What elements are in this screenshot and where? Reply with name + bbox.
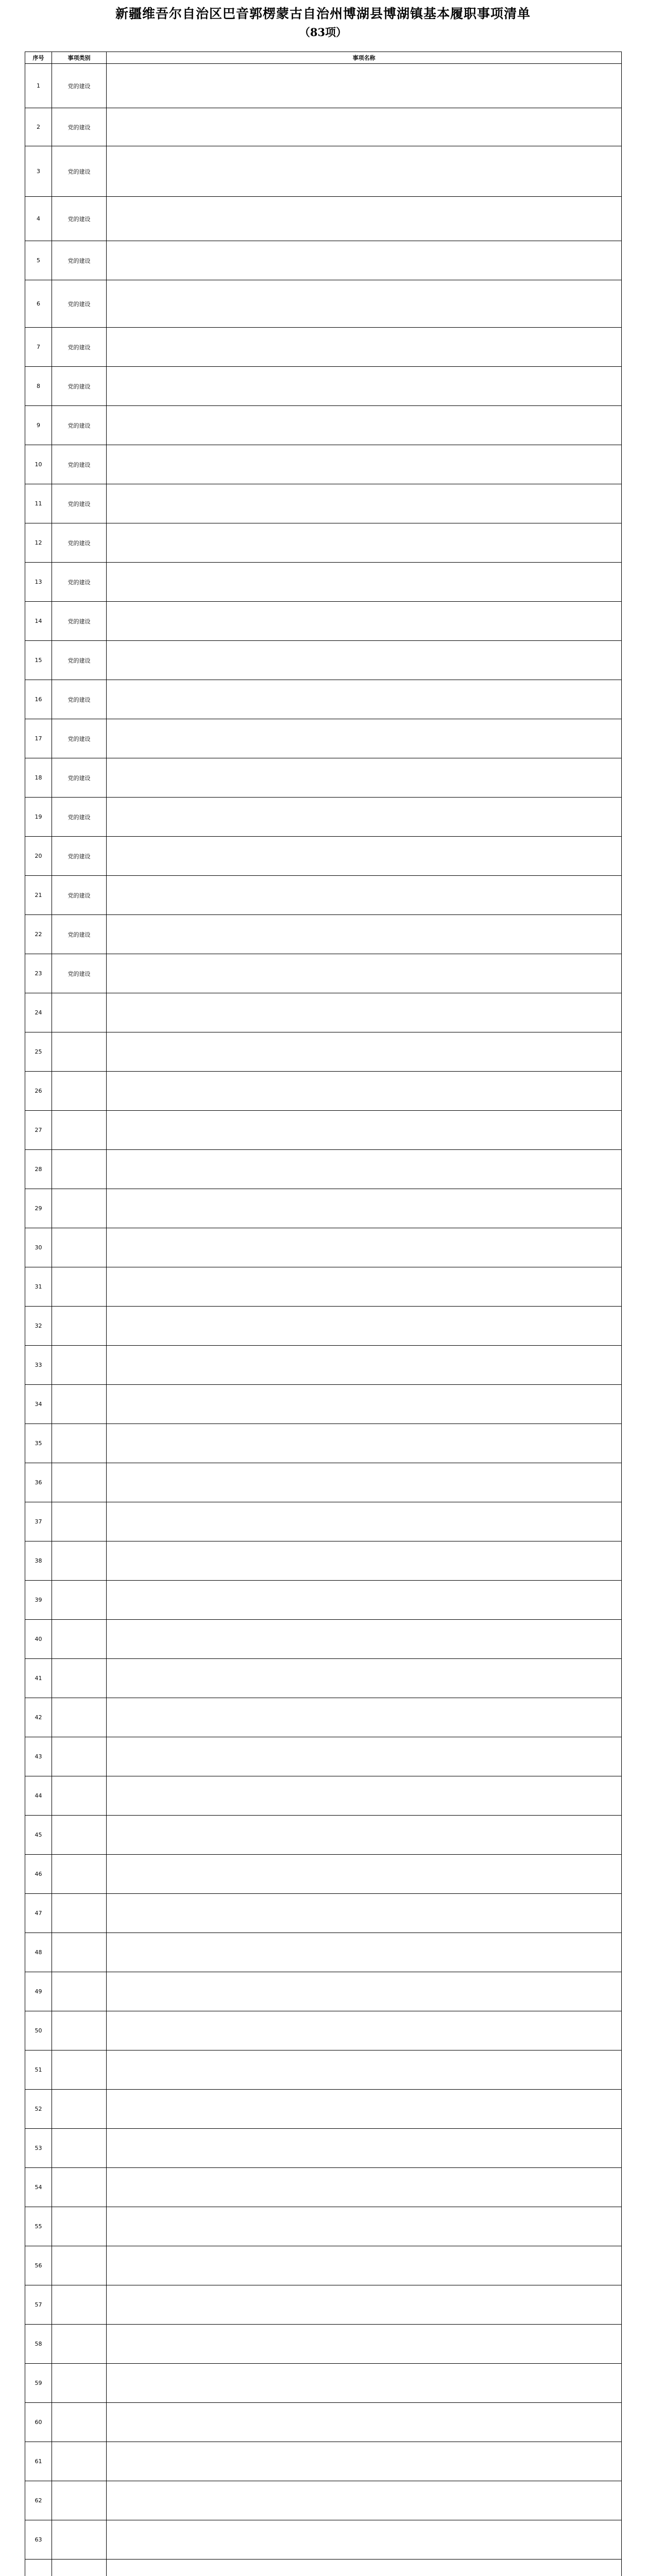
row-number: 7 (25, 328, 52, 367)
row-duty-name (107, 2090, 622, 2129)
row-category (52, 1855, 107, 1894)
row-number: 55 (25, 2207, 52, 2246)
row-number: 37 (25, 1502, 52, 1541)
header-no: 序号 (25, 52, 52, 64)
row-category (52, 1228, 107, 1267)
row-number: 1 (25, 64, 52, 108)
row-category (52, 1737, 107, 1776)
row-number (25, 2560, 52, 2576)
row-category: 党的建设 (52, 328, 107, 367)
row-number: 40 (25, 1620, 52, 1659)
row-number: 49 (25, 1972, 52, 2011)
row-duty-name (107, 1776, 622, 1816)
table-row (25, 1032, 622, 1072)
table-row (25, 1189, 622, 1228)
row-category (52, 1659, 107, 1698)
row-category: 党的建设 (52, 758, 107, 798)
row-duty-name (107, 1307, 622, 1346)
row-number: 43 (25, 1737, 52, 1776)
row-category (52, 2560, 107, 2576)
row-number: 48 (25, 1933, 52, 1972)
row-duty-name (107, 798, 622, 837)
table-row (25, 64, 622, 108)
row-number: 52 (25, 2090, 52, 2129)
row-duty-name (107, 915, 622, 954)
row-number: 35 (25, 1424, 52, 1463)
table-row (25, 876, 622, 915)
row-number: 25 (25, 1032, 52, 1072)
row-category: 党的建设 (52, 108, 107, 146)
table-row (25, 1659, 622, 1698)
row-duty-name (107, 2129, 622, 2168)
table-row (25, 2403, 622, 2442)
table-header-row (25, 52, 622, 64)
row-number: 29 (25, 1189, 52, 1228)
row-number: 51 (25, 2050, 52, 2090)
row-number: 11 (25, 484, 52, 523)
row-category (52, 1189, 107, 1228)
row-category: 党的建设 (52, 837, 107, 876)
row-number: 24 (25, 993, 52, 1032)
table-row (25, 523, 622, 563)
row-number: 45 (25, 1816, 52, 1855)
row-category (52, 1424, 107, 1463)
row-duty-name (107, 837, 622, 876)
row-duty-name (107, 484, 622, 523)
table-row (25, 993, 622, 1032)
row-number: 62 (25, 2481, 52, 2520)
row-category (52, 2325, 107, 2364)
table-row (25, 1620, 622, 1659)
row-duty-name (107, 1972, 622, 2011)
table-row (25, 2050, 622, 2090)
table-row (25, 484, 622, 523)
row-category: 党的建设 (52, 680, 107, 719)
row-category (52, 1267, 107, 1307)
row-duty-name (107, 1463, 622, 1502)
row-duty-name (107, 1620, 622, 1659)
row-category: 党的建设 (52, 197, 107, 241)
row-number: 53 (25, 2129, 52, 2168)
row-duty-name (107, 406, 622, 445)
row-number: 28 (25, 1150, 52, 1189)
table-row (25, 1855, 622, 1894)
row-number: 3 (25, 146, 52, 197)
table-row (25, 1307, 622, 1346)
row-duty-name (107, 1385, 622, 1424)
row-category (52, 1776, 107, 1816)
row-number: 13 (25, 563, 52, 602)
row-category (52, 2520, 107, 2560)
table-row (25, 2560, 622, 2576)
table-row (25, 445, 622, 484)
row-category (52, 2011, 107, 2050)
table-row (25, 280, 622, 328)
row-category (52, 1307, 107, 1346)
row-number: 32 (25, 1307, 52, 1346)
row-duty-name (107, 197, 622, 241)
table-row (25, 328, 622, 367)
row-duty-name (107, 1737, 622, 1776)
row-duty-name (107, 1816, 622, 1855)
row-duty-name (107, 1346, 622, 1385)
row-number: 15 (25, 641, 52, 680)
row-duty-name (107, 2050, 622, 2090)
row-number: 9 (25, 406, 52, 445)
row-category (52, 2442, 107, 2481)
table-row (25, 1346, 622, 1385)
row-number: 18 (25, 758, 52, 798)
document-title: 新疆维吾尔自治区巴音郭楞蒙古自治州博湖县博湖镇基本履职事项清单 (115, 6, 531, 21)
table-row (25, 915, 622, 954)
row-duty-name (107, 1228, 622, 1267)
row-duty-name (107, 1424, 622, 1463)
row-duty-name (107, 1111, 622, 1150)
row-category: 党的建设 (52, 798, 107, 837)
table-row (25, 837, 622, 876)
row-category (52, 1933, 107, 1972)
row-duty-name (107, 108, 622, 146)
table-row (25, 2129, 622, 2168)
row-duty-name (107, 523, 622, 563)
table-row (25, 1698, 622, 1737)
table-row (25, 2011, 622, 2050)
row-duty-name (107, 280, 622, 328)
row-number: 34 (25, 1385, 52, 1424)
row-number: 17 (25, 719, 52, 758)
row-category (52, 993, 107, 1032)
table-row (25, 2520, 622, 2560)
table-row (25, 758, 622, 798)
row-number: 22 (25, 915, 52, 954)
row-number: 41 (25, 1659, 52, 1698)
row-duty-name (107, 641, 622, 680)
row-category (52, 1816, 107, 1855)
row-category: 党的建设 (52, 719, 107, 758)
row-number: 20 (25, 837, 52, 876)
row-category (52, 1581, 107, 1620)
table-row (25, 1581, 622, 1620)
table-row (25, 1776, 622, 1816)
row-duty-name (107, 1894, 622, 1933)
row-number: 61 (25, 2442, 52, 2481)
row-category (52, 1111, 107, 1150)
row-number: 57 (25, 2285, 52, 2325)
row-duty-name (107, 1267, 622, 1307)
row-category (52, 2481, 107, 2520)
row-number: 46 (25, 1855, 52, 1894)
row-category (52, 1072, 107, 1111)
row-duty-name (107, 2285, 622, 2325)
row-duty-name (107, 1933, 622, 1972)
row-category: 党的建设 (52, 64, 107, 108)
row-duty-name (107, 2403, 622, 2442)
row-duty-name (107, 954, 622, 993)
row-number: 38 (25, 1541, 52, 1581)
row-number: 10 (25, 445, 52, 484)
row-number: 21 (25, 876, 52, 915)
table-row (25, 641, 622, 680)
row-category (52, 1698, 107, 1737)
row-duty-name (107, 1698, 622, 1737)
row-duty-name (107, 993, 622, 1032)
table-row (25, 2481, 622, 2520)
row-category: 党的建设 (52, 602, 107, 641)
row-category (52, 1346, 107, 1385)
table-row (25, 680, 622, 719)
table-row (25, 798, 622, 837)
row-duty-name (107, 1581, 622, 1620)
row-number: 36 (25, 1463, 52, 1502)
table-row (25, 241, 622, 280)
table-row (25, 197, 622, 241)
table-row (25, 2246, 622, 2285)
table-row (25, 602, 622, 641)
row-category (52, 2129, 107, 2168)
row-number: 33 (25, 1346, 52, 1385)
row-duty-name (107, 1150, 622, 1189)
row-duty-name (107, 241, 622, 280)
row-category: 党的建设 (52, 445, 107, 484)
row-number: 54 (25, 2168, 52, 2207)
row-number: 39 (25, 1581, 52, 1620)
table-row (25, 954, 622, 993)
table-row (25, 1502, 622, 1541)
table-row (25, 1111, 622, 1150)
row-category: 党的建设 (52, 280, 107, 328)
table-row (25, 1267, 622, 1307)
row-duty-name (107, 367, 622, 406)
row-category (52, 1541, 107, 1581)
row-category (52, 2168, 107, 2207)
row-duty-name (107, 1502, 622, 1541)
table-row (25, 108, 622, 146)
table-row (25, 146, 622, 197)
title-block (0, 4, 646, 41)
row-number: 23 (25, 954, 52, 993)
row-number: 44 (25, 1776, 52, 1816)
table-row (25, 367, 622, 406)
table-row (25, 563, 622, 602)
table-row (25, 2325, 622, 2364)
row-number: 4 (25, 197, 52, 241)
row-category (52, 2090, 107, 2129)
row-category (52, 1032, 107, 1072)
table-row (25, 1463, 622, 1502)
table-row (25, 1933, 622, 1972)
row-duty-name (107, 1032, 622, 1072)
header-name: 事项名称 (107, 52, 622, 64)
row-category (52, 1150, 107, 1189)
table-row (25, 1972, 622, 2011)
row-number: 63 (25, 2520, 52, 2560)
row-number: 16 (25, 680, 52, 719)
row-duty-name (107, 2011, 622, 2050)
row-number: 31 (25, 1267, 52, 1307)
row-duty-name (107, 2442, 622, 2481)
row-number: 12 (25, 523, 52, 563)
table-body (25, 64, 622, 2576)
row-duty-name (107, 758, 622, 798)
row-number: 6 (25, 280, 52, 328)
row-number: 56 (25, 2246, 52, 2285)
row-category: 党的建设 (52, 641, 107, 680)
row-number: 58 (25, 2325, 52, 2364)
row-category (52, 2364, 107, 2403)
row-duty-name (107, 328, 622, 367)
table-row (25, 1541, 622, 1581)
row-duty-name (107, 2168, 622, 2207)
row-number: 26 (25, 1072, 52, 1111)
row-duty-name (107, 2560, 622, 2576)
row-number: 50 (25, 2011, 52, 2050)
table-row (25, 719, 622, 758)
row-duty-name (107, 2364, 622, 2403)
row-duty-name (107, 2481, 622, 2520)
row-category: 党的建设 (52, 915, 107, 954)
row-duty-name (107, 1855, 622, 1894)
row-duty-name (107, 445, 622, 484)
table-row (25, 1150, 622, 1189)
row-category (52, 2403, 107, 2442)
row-number: 47 (25, 1894, 52, 1933)
row-number: 2 (25, 108, 52, 146)
row-category (52, 2285, 107, 2325)
table-row (25, 1072, 622, 1111)
row-number: 27 (25, 1111, 52, 1150)
row-duty-name (107, 1072, 622, 1111)
table-row (25, 2207, 622, 2246)
row-duty-name (107, 64, 622, 108)
row-category (52, 1894, 107, 1933)
table-row (25, 1385, 622, 1424)
row-category (52, 1385, 107, 1424)
row-category (52, 2246, 107, 2285)
row-duty-name (107, 146, 622, 197)
table-row (25, 2168, 622, 2207)
table-row (25, 2364, 622, 2403)
row-category: 党的建设 (52, 876, 107, 915)
table-row (25, 1894, 622, 1933)
row-number: 14 (25, 602, 52, 641)
row-duty-name (107, 719, 622, 758)
row-duty-name (107, 563, 622, 602)
row-number: 5 (25, 241, 52, 280)
row-number: 30 (25, 1228, 52, 1267)
row-duty-name (107, 2246, 622, 2285)
table-row (25, 2285, 622, 2325)
row-category (52, 1463, 107, 1502)
row-duty-name (107, 602, 622, 641)
row-category (52, 1502, 107, 1541)
row-category: 党的建设 (52, 146, 107, 197)
row-category: 党的建设 (52, 563, 107, 602)
row-number: 42 (25, 1698, 52, 1737)
row-category (52, 1620, 107, 1659)
row-category: 党的建设 (52, 241, 107, 280)
row-category: 党的建设 (52, 484, 107, 523)
row-duty-name (107, 2520, 622, 2560)
row-duty-name (107, 1189, 622, 1228)
header-category: 事项类别 (52, 52, 107, 64)
table-row (25, 2090, 622, 2129)
table-row (25, 406, 622, 445)
row-category: 党的建设 (52, 406, 107, 445)
row-category: 党的建设 (52, 523, 107, 563)
duties-table (25, 52, 622, 2576)
table-row (25, 1424, 622, 1463)
table-row (25, 1228, 622, 1267)
row-category (52, 2050, 107, 2090)
row-category: 党的建设 (52, 954, 107, 993)
row-number: 59 (25, 2364, 52, 2403)
row-duty-name (107, 2207, 622, 2246)
row-duty-name (107, 2325, 622, 2364)
row-category (52, 2207, 107, 2246)
row-number: 19 (25, 798, 52, 837)
row-duty-name (107, 1541, 622, 1581)
row-number: 8 (25, 367, 52, 406)
table-row (25, 1816, 622, 1855)
row-duty-name (107, 876, 622, 915)
row-duty-name (107, 1659, 622, 1698)
row-number: 60 (25, 2403, 52, 2442)
table-row (25, 1737, 622, 1776)
document-subtitle: （83项） (299, 26, 347, 39)
row-category (52, 1972, 107, 2011)
table-row (25, 2442, 622, 2481)
row-duty-name (107, 680, 622, 719)
row-category: 党的建设 (52, 367, 107, 406)
